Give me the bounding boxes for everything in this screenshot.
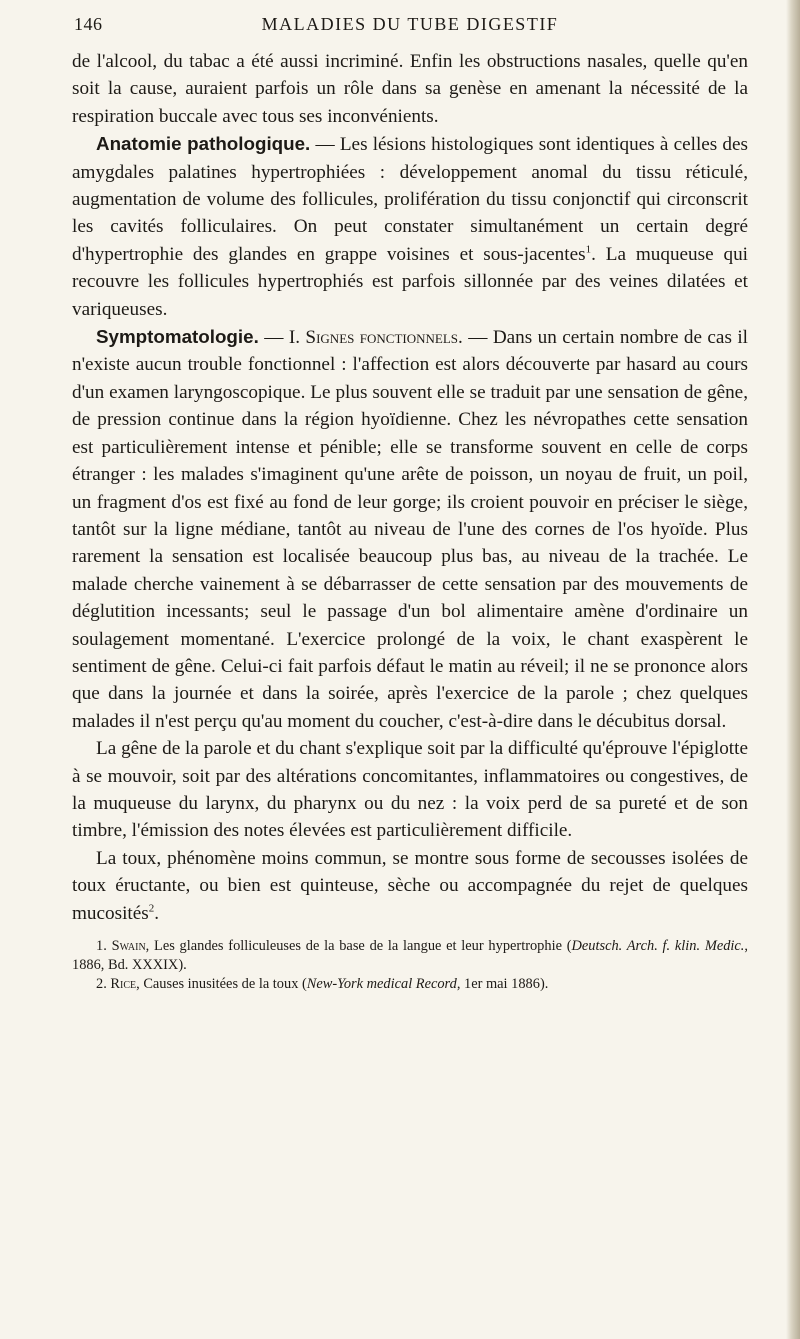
- footnote-author: Swain: [111, 938, 146, 954]
- page-edge: [786, 0, 800, 1339]
- footnote-1: [72, 937, 748, 975]
- footnote-text: , 1er mai 1886).: [456, 976, 549, 992]
- paragraph-gene-parole: [72, 735, 748, 845]
- paragraph-text: Les lésions histologiques sont identiques à celles des amygdales palatines hypertrophiées : développement anomal du tissu réticulé, augmentation de volume des follicules, prolifération du tissu conjonctif qui circonscrit les cavités folliculaires. On peut constater simultanément un certain degré d'hypertrophie des glandes en grappe voisines et sous-jacentes: [72, 134, 749, 265]
- footnote-text: , 1886, Bd. XXXIX).: [72, 938, 749, 973]
- paragraph-anatomie: [72, 130, 748, 323]
- section-heading-symptomatologie: Symptomatologie.: [96, 326, 259, 348]
- running-head: MALADIES DU TUBE DIGESTIF: [261, 14, 559, 34]
- footnote-source: New-York medical Record: [306, 976, 457, 992]
- page-header: [72, 6, 748, 36]
- section-heading-anatomie: Anatomie pathologique.: [96, 133, 311, 155]
- paragraph-continuation: [72, 48, 748, 130]
- page-number: 146: [74, 14, 103, 34]
- footnote-number: 2.: [96, 976, 107, 992]
- paragraph-text: La gêne de la parole et du chant s'explique soit par la difficulté qu'éprouve l'épiglotte à se mouvoir, soit par des altérations concomitantes, inflammatoires ou congestives, de la muqueuse du larynx, du pharynx ou du nez : la voix perd de sa pureté et de son timbre, l'émission des notes élevées est particulièrement difficile.: [72, 738, 748, 842]
- page-body: [72, 48, 748, 994]
- footnote-ref-1: 1: [585, 243, 592, 256]
- footnote-text: , Causes inusitées de la toux (: [136, 976, 307, 992]
- paragraph-text: . La muqueuse qui recouvre les follicules hypertrophiés est parfois sillonnée par des veines dilatées et variqueuses.: [72, 243, 748, 320]
- paragraph-toux: [72, 845, 748, 927]
- subheading-signes-fonctionnels: I. Signes fonctionnels.: [288, 327, 463, 349]
- footnote-2: [72, 975, 748, 994]
- footnote-ref-2: 2: [148, 902, 155, 915]
- footnote-number: 1.: [96, 938, 107, 954]
- footnotes: [72, 937, 748, 994]
- paragraph-symptomatologie: [72, 323, 748, 735]
- dash: —: [310, 134, 340, 156]
- dash: —: [258, 327, 289, 349]
- footnote-author: Rice: [110, 976, 137, 992]
- paragraph-text: La toux, phénomène moins commun, se montre sous forme de secousses isolées de toux éructante, ou bien est quinteuse, sèche ou accompagnée du rejet de quelques mucosités: [72, 847, 748, 924]
- footnote-source: Deutsch. Arch. f. klin. Medic.: [571, 938, 745, 954]
- paragraph-text: de l'alcool, du tabac a été aussi incriminé. Enfin les obstructions nasales, quelle qu'en soit la cause, auraient parfois un rôle dans sa genèse en amenant la nécessité de la respiration buccale avec tous ses inconvénients.: [72, 51, 748, 127]
- paragraph-text: .: [154, 902, 160, 924]
- footnote-text: , Les glandes folliculeuses de la base de la langue et leur hypertrophie (: [145, 938, 572, 954]
- paragraph-text: — Dans un certain nombre de cas il n'existe aucun trouble fonctionnel : l'affection est alors découverte par hasard au cours d'un examen laryngoscopique. Le plus souvent elle se traduit par une sensation de gêne, de pression continue dans la région hyoïdienne. Chez les névropathes cette sensation est particulièrement intense et pénible; elle se transforme souvent en celle de corps étranger : les malades s'imaginent qu'une arête de poisson, un noyau de fruit, un poil, un fragment d'os est fixé au fond de leur gorge; ils croient pouvoir en préciser le siège, tantôt sur la ligne médiane, tantôt au niveau de l'une des cornes de l'os hyoïde. Plus rarement la sensation est localisée beaucoup plus bas, au niveau de la trachée. Le malade cherche vainement à se débarrasser de cette sensation par des mouvements de déglutition incessants; seul le passage d'un bol alimentaire amène d'ordinaire un soulagement momentané. L'exercice prolongé de la voix, le chant exaspèrent le sentiment de gêne. Celui-ci fait parfois défaut le matin au réveil; il ne se prononce alors que dans la journée et dans la soirée, après l'exercice de la parole ; chez quelques malades il n'est perçu qu'au moment du coucher, c'est-à-dire dans le décubitus dorsal.: [72, 327, 748, 732]
